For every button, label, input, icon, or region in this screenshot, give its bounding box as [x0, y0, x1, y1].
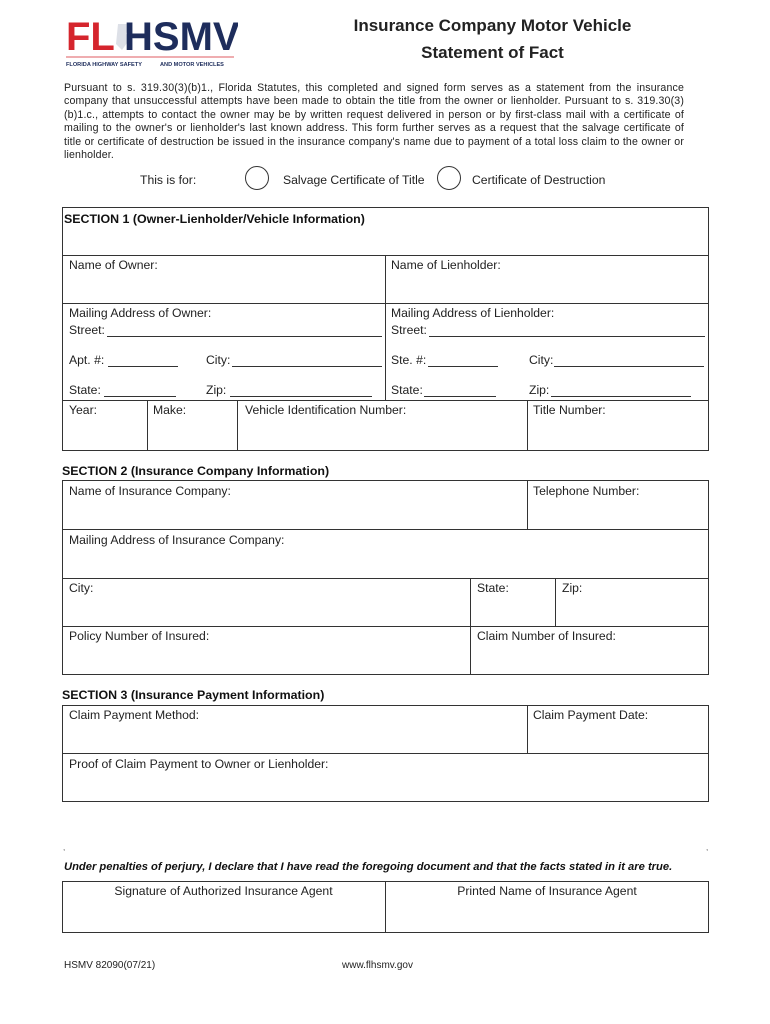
owner-state-field[interactable]	[104, 383, 176, 397]
lienholder-state-label: State:	[391, 383, 423, 397]
lienholder-ste-field[interactable]	[428, 353, 498, 367]
intro-paragraph: Pursuant to s. 319.30(3)(b)1., Florida Statutes, this completed and signed form serves as a statement from the insurance company that unsuccessful attempts have been made to obtain the title from the owner or lienholder. Pursuant to s. 319.30(3)(b)1.c., attempts to contact the owner may be by written request delivered in person or by first-class mail with a certificate of mailing to the owner's or lienholder's last known address. This form further serves as a request that the salvage certificate of title or certificate of destruction be issued in the insurance company's name due to payment of a total loss claim to the owner or lienholder.	[64, 82, 684, 162]
owner-zip-label: Zip:	[206, 383, 227, 397]
section1-mid-divider	[385, 255, 386, 400]
agent-signature-label: Signature of Authorized Insurance Agent	[114, 884, 333, 898]
purpose-label: This is for:	[140, 173, 197, 187]
section1-vin-divider	[527, 400, 528, 451]
agent-printed-name-label: Printed Name of Insurance Agent	[457, 884, 637, 898]
year-label: Year:	[69, 403, 98, 417]
website: www.flhsmv.gov	[342, 960, 413, 971]
section1-heading: SECTION 1 (Owner-Lienholder/Vehicle Information)	[64, 212, 365, 226]
owner-address-label: Mailing Address of Owner:	[69, 306, 212, 320]
section1-divider-3	[62, 400, 709, 401]
owner-apt-field[interactable]	[108, 353, 178, 367]
title-number-label: Title Number:	[533, 403, 606, 417]
owner-apt-label: Apt. #:	[69, 353, 105, 367]
form-title-line1: Insurance Company Motor Vehicle	[353, 16, 632, 35]
logo-subtext-right: AND MOTOR VEHICLES	[160, 62, 224, 68]
lienholder-street-field[interactable]	[429, 323, 705, 337]
section2-divider-3	[62, 626, 709, 627]
lienholder-city-label: City:	[529, 353, 554, 367]
section3-heading: SECTION 3 (Insurance Payment Information)	[62, 688, 325, 702]
lienholder-city-field[interactable]	[554, 353, 704, 367]
lienholder-state-field[interactable]	[424, 383, 496, 397]
lienholder-zip-field[interactable]	[551, 383, 691, 397]
stray-mark-left: ,	[63, 843, 66, 852]
section2-zip-divider	[555, 578, 556, 626]
lienholder-name-label: Name of Lienholder:	[391, 258, 501, 272]
lienholder-ste-label: Ste. #:	[391, 353, 427, 367]
section1-make-divider	[237, 400, 238, 451]
payment-date-label: Claim Payment Date:	[533, 708, 649, 722]
form-number: HSMV 82090(07/21)	[64, 960, 156, 971]
owner-zip-field[interactable]	[230, 383, 372, 397]
claim-number-label: Claim Number of Insured:	[477, 629, 616, 643]
salvage-title-option-label: Salvage Certificate of Title	[283, 173, 425, 187]
destruction-option-label: Certificate of Destruction	[472, 173, 606, 187]
section1-year-divider	[147, 400, 148, 451]
make-label: Make:	[153, 403, 187, 417]
section3-date-divider	[527, 705, 528, 753]
insurance-zip-label: Zip:	[562, 581, 583, 595]
insurance-company-name-label: Name of Insurance Company:	[69, 484, 231, 498]
logo-subtext-left: FLORIDA HIGHWAY SAFETY	[66, 62, 142, 68]
section3-divider	[62, 753, 709, 754]
logo-fl: FL	[66, 15, 115, 59]
stray-mark-right: ,	[706, 843, 709, 852]
payment-method-label: Claim Payment Method:	[69, 708, 200, 722]
lienholder-address-label: Mailing Address of Lienholder:	[391, 306, 555, 320]
destruction-certificate-radio[interactable]	[437, 166, 461, 190]
owner-street-label: Street:	[69, 323, 105, 337]
salvage-title-radio[interactable]	[245, 166, 269, 190]
lienholder-zip-label: Zip:	[529, 383, 550, 397]
section2-phone-divider	[527, 480, 528, 529]
form-title	[290, 12, 695, 66]
owner-city-label: City:	[206, 353, 231, 367]
policy-number-label: Policy Number of Insured:	[69, 629, 210, 643]
owner-name-label: Name of Owner:	[69, 258, 158, 272]
form-title-line2: Statement of Fact	[421, 43, 564, 62]
owner-city-field[interactable]	[232, 353, 382, 367]
section2-divider-2	[62, 578, 709, 579]
flhsmv-logo	[66, 14, 238, 72]
proof-of-payment-label: Proof of Claim Payment to Owner or Lienholder:	[69, 757, 329, 771]
section2-state-divider	[470, 578, 471, 675]
owner-state-label: State:	[69, 383, 101, 397]
lienholder-street-label: Street:	[391, 323, 427, 337]
telephone-label: Telephone Number:	[533, 484, 640, 498]
section2-divider-1	[62, 529, 709, 530]
insurance-company-address-label: Mailing Address of Insurance Company:	[69, 533, 285, 547]
section2-heading: SECTION 2 (Insurance Company Information)	[62, 464, 330, 478]
insurance-state-label: State:	[477, 581, 509, 595]
logo-hsmv: HSMV	[124, 15, 238, 59]
owner-street-field[interactable]	[107, 323, 382, 337]
vin-label: Vehicle Identification Number:	[245, 403, 407, 417]
perjury-statement: Under penalties of perjury, I declare that I have read the foregoing document and that the facts stated in it are true.	[64, 861, 673, 873]
insurance-city-label: City:	[69, 581, 94, 595]
